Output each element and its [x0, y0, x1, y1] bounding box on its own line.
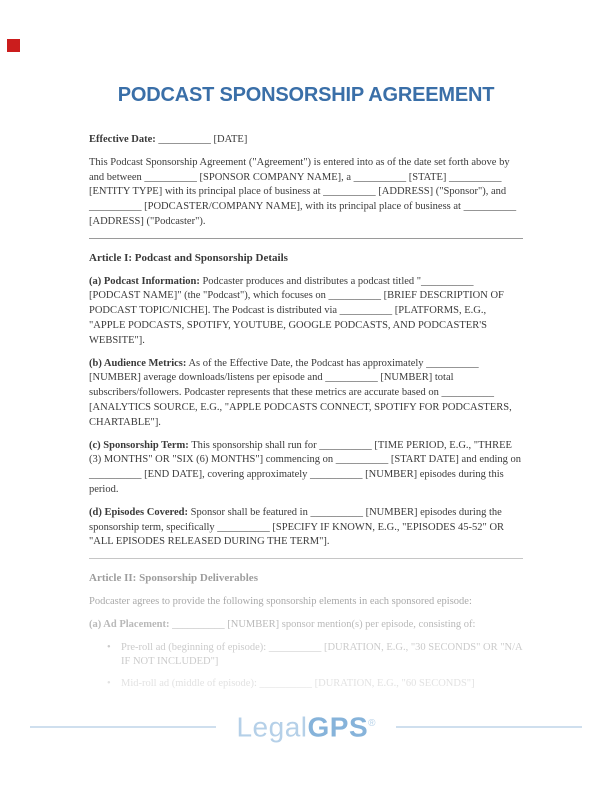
red-marker	[7, 39, 20, 52]
effective-date-label: Effective Date:	[89, 134, 156, 145]
list-item	[89, 641, 523, 671]
article2-heading: Article II: Sponsorship Deliverables	[89, 572, 258, 585]
section-b-text: As of the Effective Date, the Podcast has approximately __________ [NUMBER] average downloads/listens per episode and __________ [NUMBER] total subscribers/followers. Podcaster represents that these metrics are accurate based on __________ [ANALYTICS SOURCE, E.G., "APPLE PODCASTS CONNECT, SPOTIFY FOR PODCASTERS, CHARTABLE"].	[89, 357, 512, 428]
section-d-paragraph	[89, 506, 523, 550]
document-title: PODCAST SPONSORSHIP AGREEMENT	[117, 84, 495, 106]
list-item	[89, 677, 523, 692]
ad-placement-paragraph	[89, 618, 523, 633]
article2-intro: Podcaster agrees to provide the following sponsorship elements in each sponsored episode:	[89, 595, 472, 607]
logo-text-light: Legal	[236, 711, 308, 743]
section-b-paragraph	[89, 357, 523, 431]
list-item-text: Pre-roll ad (beginning of episode): __________ [DURATION, E.G., "30 SECONDS" OR "N/A IF NOT INCLUDED"]	[121, 641, 523, 668]
section-a-paragraph	[89, 275, 523, 349]
section-divider-faded	[89, 558, 523, 559]
intro-paragraph: This Podcast Sponsorship Agreement ("Agreement") is entered into as of the date set forth above by and between __________ [SPONSOR COMPANY NAME], a __________ [STATE] __________ [ENTITY TYPE] with its principal place of business at __________ [ADDRESS] ("Sponsor"), and __________ [PODCASTER/COMPANY NAME], with its principal place of business at __________ [ADDRESS] ("Podcaster").	[89, 156, 517, 227]
deliverables-list	[89, 641, 523, 692]
legalgps-logo	[216, 704, 395, 747]
section-d-text: Sponsor shall be featured in __________ [NUMBER] episodes during the sponsorship term, specifically __________ [SPECIFY IF KNOWN, E.G., "EPISODES 45-52" OR "ALL EPISODES RELEASED DURING THE TERM"].	[89, 506, 505, 548]
section-d-label: (d) Episodes Covered:	[89, 506, 188, 518]
logo-text-bold: GPS	[307, 711, 369, 743]
article1-heading: Article I: Podcast and Sponsorship Details	[89, 251, 288, 264]
effective-date-line	[89, 133, 523, 148]
section-a-text: Podcaster produces and distributes a podcast titled "__________ [PODCAST NAME]" (the "Podcast"), which focuses on __________ [BRIEF DESCRIPTION OF PODCAST TOPIC/NICHE]. The Podcast is distributed via __________ [PLATFORMS, E.G., "APPLE PODCASTS, SPOTIFY, YOUTUBE, GOOGLE PODCASTS, AND PODCASTER'S WEBSITE"].	[89, 275, 504, 346]
footer-logo	[0, 704, 612, 747]
bullet-icon: •	[107, 641, 111, 653]
registered-mark-icon: ®	[368, 718, 376, 729]
section-c-label: (c) Sponsorship Term:	[89, 439, 189, 451]
section-divider	[89, 238, 523, 239]
ad-placement-label: (a) Ad Placement:	[89, 618, 170, 630]
section-c-text: This sponsorship shall run for __________ [TIME PERIOD, E.G., "THREE (3) MONTHS" OR "SIX (6) MONTHS"] commencing on __________ [START DATE] and ending on __________ [END DATE], covering approximately __________ [NUMBER] episodes during this period.	[89, 439, 522, 495]
document-content	[89, 84, 523, 699]
section-b-label: (b) Audience Metrics:	[89, 357, 187, 369]
bullet-icon: •	[107, 678, 111, 690]
list-item-text: Mid-roll ad (middle of episode): __________ [DURATION, E.G., "60 SECONDS"]	[121, 678, 475, 690]
section-c-paragraph	[89, 439, 523, 498]
effective-date-value: __________ [DATE]	[155, 134, 248, 145]
ad-placement-text: __________ [NUMBER] sponsor mention(s) per episode, consisting of:	[169, 618, 476, 630]
section-a-label: (a) Podcast Information:	[89, 275, 200, 287]
